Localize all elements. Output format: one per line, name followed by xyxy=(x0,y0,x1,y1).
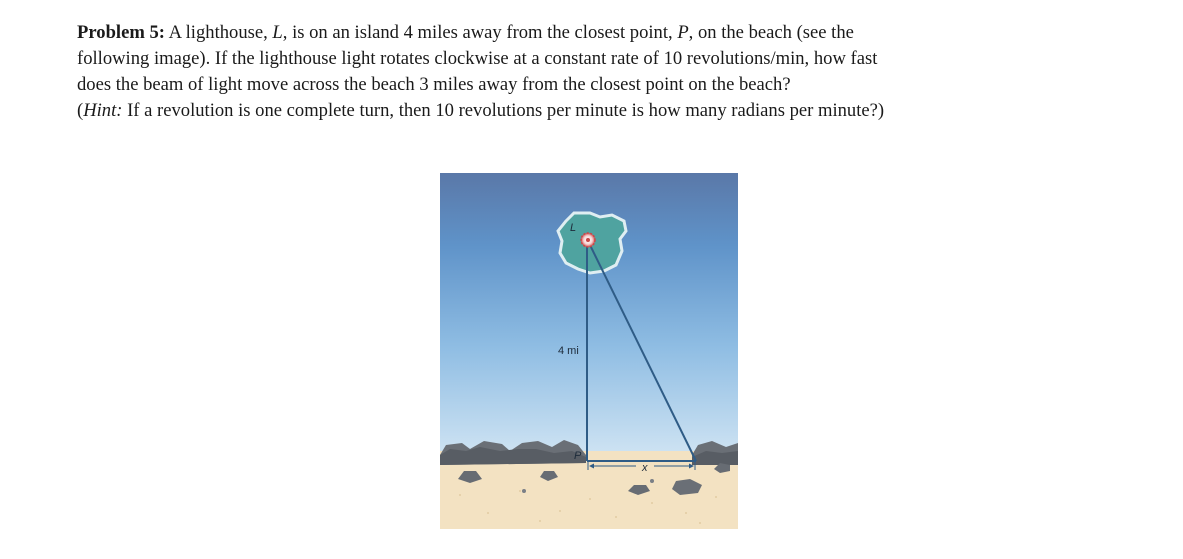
problem-statement xyxy=(77,20,1117,124)
label-point: P xyxy=(574,450,582,462)
problem-text-1b: , is on an island 4 miles away from the closest point, xyxy=(282,22,678,43)
hint-open: ( xyxy=(77,100,84,121)
label-lighthouse: L xyxy=(570,222,577,234)
label-x: x xyxy=(642,462,648,474)
problem-heading: Problem 5: xyxy=(77,22,165,43)
problem-line-3: does the beam of light move across the beach 3 miles away from the closest point on the beach? xyxy=(77,74,791,95)
lighthouse-figure xyxy=(440,173,738,529)
var-l: L xyxy=(272,22,283,43)
problem-text-1c: , on the beach (see the xyxy=(688,22,854,43)
problem-text-1a: A lighthouse, xyxy=(164,22,273,43)
problem-line-2: following image). If the lighthouse light rotates clockwise at a constant rate of 10 revolutions/min, how fast xyxy=(77,48,878,69)
lighthouse-center xyxy=(586,238,590,242)
problem-hint xyxy=(77,98,1117,124)
label-distance: 4 mi xyxy=(558,345,579,357)
lighthouse-diagram xyxy=(440,173,738,529)
var-p: P xyxy=(677,22,689,43)
problem-line-1 xyxy=(77,20,1117,46)
hint-text: If a revolution is one complete turn, then 10 revolutions per minute is how many radians per minute?) xyxy=(122,100,885,121)
hint-label: Hint: xyxy=(83,100,123,121)
